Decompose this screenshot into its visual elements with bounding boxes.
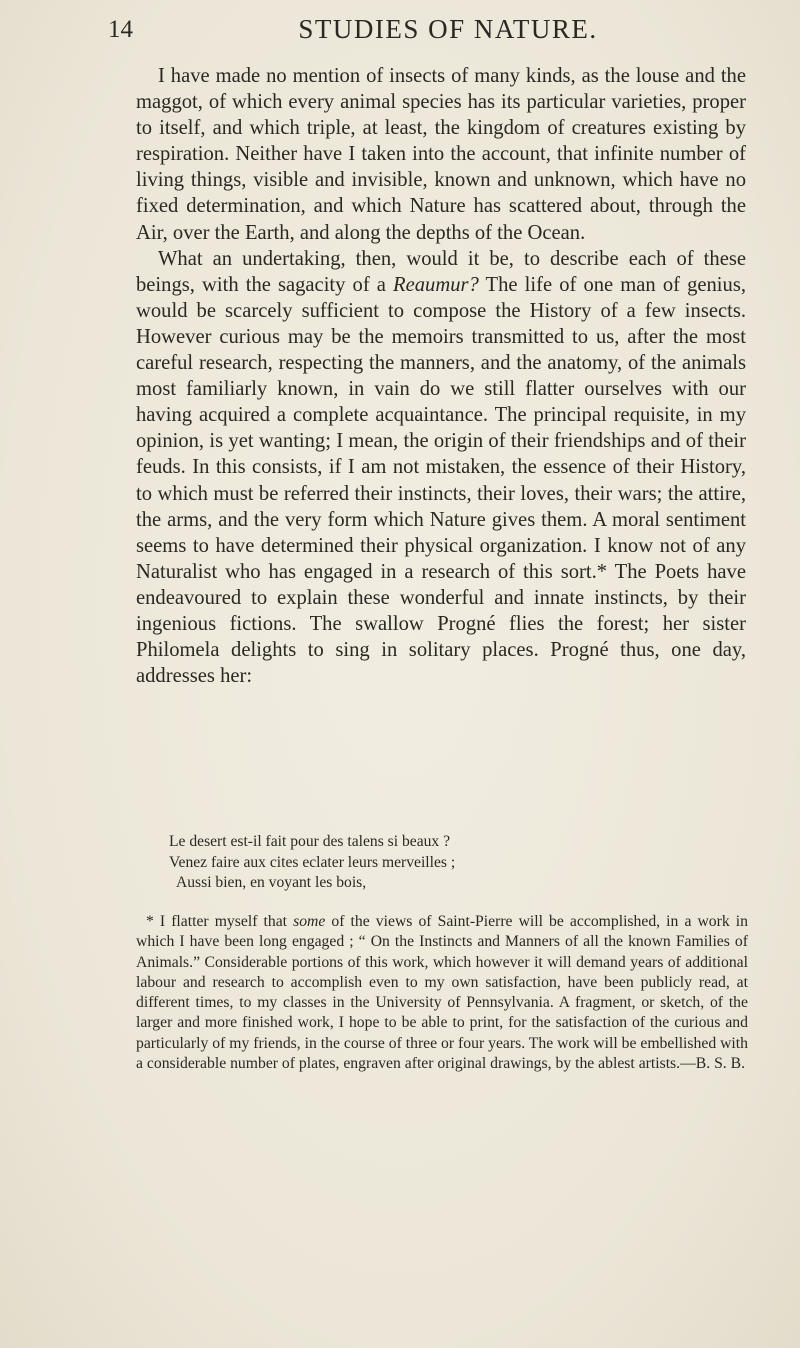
footnote bbox=[136, 912, 748, 1074]
paragraph bbox=[136, 246, 746, 690]
running-title: STUDIES OF NATURE. bbox=[298, 14, 598, 44]
verse-line: Venez faire aux cites eclater leurs merveilles ; bbox=[169, 853, 456, 871]
page-number: 14 bbox=[108, 16, 133, 43]
footnote-segment: * I flatter myself that bbox=[146, 913, 294, 930]
footnote-italic: some bbox=[293, 913, 326, 930]
paragraph: I have made no mention of insects of many kinds, as the louse and the maggot, of which every animal species has its particular varieties, proper to itself, and which triple, at least, the kingdom of creatures existing by respiration. Neither have I taken into the account, that infinite number of living things, visible and invisible, known and unknown, which have no fixed determination, and which Nature has scattered about, through the Air, over the Earth, and along the depths of the Ocean. bbox=[136, 65, 746, 244]
paragraph-text: What an undertaking, then, would it be, to describe each of these beings, with the sagacity of a bbox=[136, 247, 746, 296]
footnote-segment: of the views of Saint-Pierre will be accomplished, in a work in which I have been long engaged ; “ On the Instincts and Manners of all the known Families of Animals.” Considerable portions of this work, which however it will demand years of additional labour and research to accomplish even to my own satisfaction, have been publicly read, at different times, to my classes in the University of Pennsylvania. A fragment, or sketch, of the larger and more finished work, I hope to be able to print, for the satisfaction of the curious and particularly of my friends, in the course of three or four years. The work will be embellished with a considerable number of plates, engraven after original drawings, by the ablest artists.—B. S. B. bbox=[136, 913, 748, 1073]
italic-name: Reaumur? bbox=[393, 273, 479, 296]
verse-line: Aussi bien, en voyant les bois, bbox=[176, 874, 367, 891]
verse-line: Le desert est-il fait pour des talens si beaux ? bbox=[169, 833, 451, 850]
page-header bbox=[108, 12, 748, 56]
footnote-text bbox=[136, 912, 748, 1074]
paragraph-text: The life of one man of genius, would be scarcely sufficient to compose the History of a few insects. However curious may be the memoirs transmitted to us, after the most careful research, respecting the manners, and the anatomy, of the animals most familiarly known, in vain do we still flatter ourselves with our having acquired a complete acquaintance. The principal requisite, in my opinion, is yet wanting; I mean, the origin of their friendships and of their feuds. In this consists, if I am not mistaken, the essence of their History, to which must be referred their instincts, their loves, their wars; the attire, the arms, and the very form which Nature gives them. A moral sentiment seems to have determined their physical organization. I know not of any Naturalist who has engaged in a research of this sort.* The Poets have endeavoured to explain these wonderful and innate instincts, by their ingenious fictions. The swallow Progné flies the forest; her sister Philomela delights to sing in solitary places. Progné thus, one day, addresses her: bbox=[136, 273, 746, 688]
verse-quotation bbox=[169, 832, 729, 894]
main-text bbox=[136, 63, 746, 689]
